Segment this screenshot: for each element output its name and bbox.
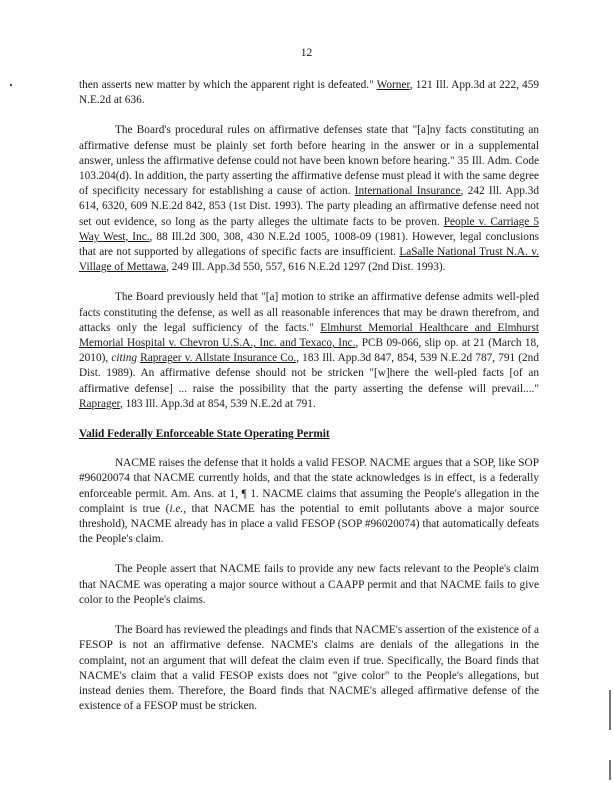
section-heading: Valid Federally Enforceable State Operating Permit bbox=[79, 428, 330, 441]
text: , 88 Ill.2d 300, 308, 430 N.E.2d 1005, 1008-09 (1981). However, legal conclusions that are not supported by allegations of specific facts are insufficient. bbox=[79, 230, 539, 259]
text: The Board's procedural rules on affirmative defenses state that "[a]ny facts constituting an affirmative defense must be plainly set forth before hearing in the answer or in a supplemental answer, unless the affirmative defense could not have been known before hearing." 35 Ill. Adm. Code 103.204(d). In addition, the party asserting the affirmative defense must plead it with the same degree of specificity necessary for establishing a cause of action. bbox=[79, 124, 539, 198]
case-citation: Raprager bbox=[79, 397, 120, 410]
page-number: 12 bbox=[300, 47, 313, 59]
paragraph-motion-to-strike bbox=[79, 290, 539, 412]
text: , 121 Ill. App.3d at 222, 459 N.E.2d at 636. bbox=[79, 79, 539, 107]
text: , 183 Ill. App.3d at 854, 539 N.E.2d at 791. bbox=[119, 397, 316, 410]
paragraph-people-assert bbox=[79, 562, 539, 608]
text: then asserts new matter by which the apparent right is defeated." bbox=[79, 79, 377, 91]
text: NACME raises the defense that it holds a valid FESOP. NACME argues that a SOP, like SOP #96020074 that NACME currently holds, and that the state acknowledges is in effect, is a federally enforceable permit. Am. Ans. at 1, ¶ 1. NACME claims that assuming the People's allegation in the complaint is true ( bbox=[79, 457, 539, 515]
paragraph-nacme-defense bbox=[79, 456, 539, 547]
case-citation: Raprager v. Allstate Insurance Co. bbox=[140, 352, 297, 365]
paragraph-continuation bbox=[79, 78, 539, 108]
case-citation: Worner bbox=[376, 79, 410, 91]
case-citation: People v. Carriage 5 Way West, Inc. bbox=[79, 215, 539, 243]
case-citation: International Insurance bbox=[354, 185, 461, 198]
paragraph-procedural-rules bbox=[79, 123, 539, 275]
text: The Board has reviewed the pleadings and finds that NACME's assertion of the existence of a FESOP is not an affirmative defense. NACME's claims are denials of the allegations in the complaint, not an argument that will defeat the claim even if true. Specifically, the Board finds that NACME's claim that a valid FESOP exists does not "give color" to the People's allegations, but instead denies them. Therefore, the Board finds that NACME's alleged affirmative defense of the existence of a FESOP must be stricken. bbox=[79, 624, 539, 713]
citing-signal: citing bbox=[111, 352, 138, 365]
text: , 183 Ill. App.3d 847, 854, 539 N.E.2d 787, 791 (2nd Dist. 1989). An affirmative defense should not be stricken "[w]here the well-pled facts [of an affirmative defense] ... raise the possibility that the party asserting the defense will prevail...." bbox=[79, 352, 539, 395]
scan-edge-mark bbox=[609, 690, 611, 730]
case-citation: Elmhurst Memorial Healthcare and Elmhurst Memorial Hospital v. Chevron U.S.A., Inc. and Texaco, Inc. bbox=[79, 321, 539, 350]
text: The People assert that NACME fails to provide any new facts relevant to the People's claim that NACME was operating a major source without a CAAPP permit and that NACME fails to give color to the People's claims. bbox=[79, 563, 539, 606]
italic-text: i.e. bbox=[169, 502, 184, 515]
scan-edge-mark-2 bbox=[609, 760, 611, 780]
case-citation: LaSalle National Trust N.A. v. Village of Mettawa bbox=[79, 246, 539, 274]
document-body bbox=[79, 78, 539, 729]
margin-mark bbox=[10, 84, 12, 86]
paragraph-board-finding bbox=[79, 623, 539, 714]
text: , 249 Ill. App.3d 550, 557, 616 N.E.2d 1297 (2nd Dist. 1993). bbox=[166, 261, 446, 274]
text: , PCB 09-066, slip op. at 21 (March 18, 2010), bbox=[79, 337, 540, 365]
text: The Board previously held that "[a] motion to strike an affirmative defense admits well-pled facts constituting the defense, as well as all reasonable inferences that may be drawn therefrom, and attacks only the legal sufficiency of the facts." bbox=[79, 291, 539, 334]
text: , 242 Ill. App.3d 614, 6320, 609 N.E.2d 842, 853 (1st Dist. 1993). The party pleading an affirmative defense need not set out evidence, so long as the party alleges the ultimate facts to be proven. bbox=[79, 185, 540, 228]
text: , that NACME has the potential to emit pollutants above a major source threshold), NACME already has in place a valid FESOP (SOP #96020074) that automatically defeats the People's claim. bbox=[79, 502, 539, 546]
